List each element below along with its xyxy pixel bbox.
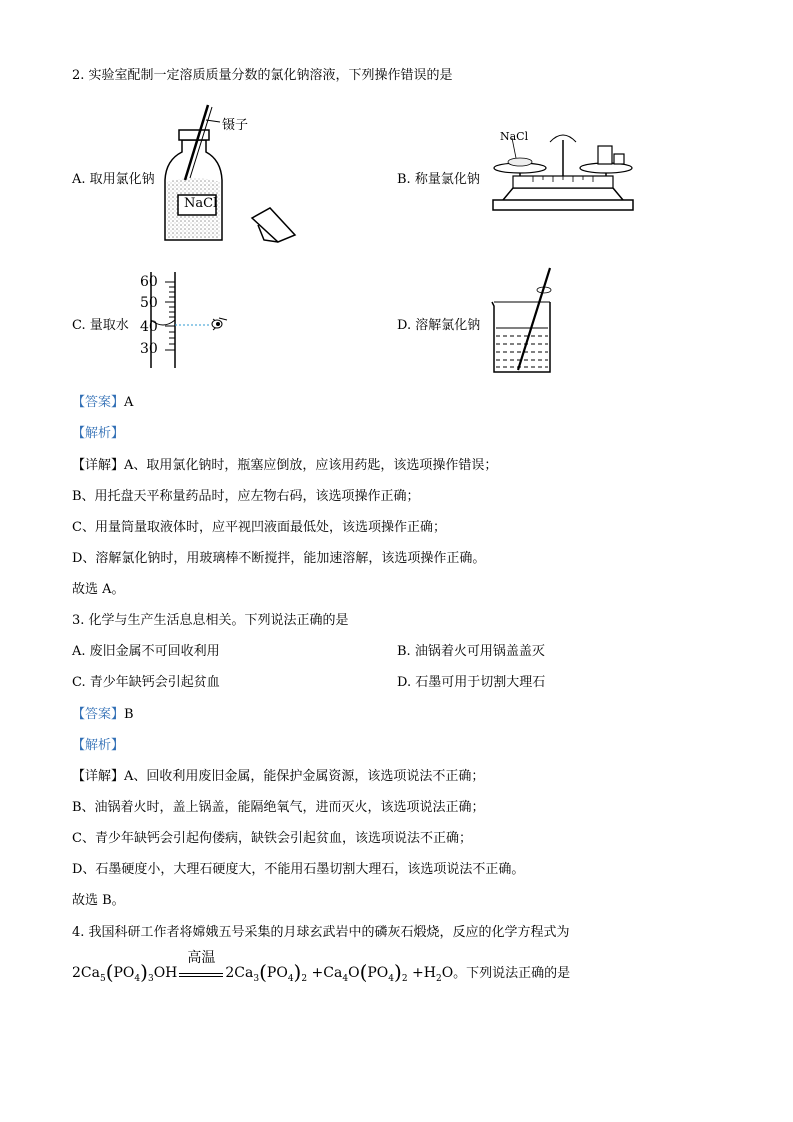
fig-c-tick-60: 60: [140, 274, 158, 290]
q2-option-b: B. 称量氯化钠: [397, 172, 480, 187]
q3-option-d: D. 石墨可用于切割大理石: [397, 675, 546, 690]
q3-conclusion: 故选 B。: [72, 893, 125, 908]
q2-analysis-label: 【解析】: [72, 426, 125, 441]
fig-a-tongs-label: 镊子: [222, 118, 249, 133]
q4-stem: 4. 我国科研工作者将嫦娥五号采集的月球玄武岩中的磷灰石煅烧，反应的化学方程式为: [72, 925, 570, 940]
answer-value: B: [124, 707, 134, 722]
q3-analysis-label: 【解析】: [72, 738, 125, 753]
q2-option-c: C. 量取水: [72, 318, 129, 333]
q3-detail-line: C、青少年缺钙会引起佝偻病，缺铁会引起贫血，该选项说法不正确；: [72, 831, 472, 846]
fig-b-label: NaCl: [500, 130, 529, 143]
q2-detail-line: D、溶解氯化钠时，用玻璃棒不断搅拌，能加速溶解，该选项操作正确。: [72, 551, 486, 566]
q2-detail-line: B、用托盘天平称量药品时，应左物右码，该选项操作正确；: [72, 489, 420, 504]
fig-a-bottle-label: NaCl: [184, 196, 218, 211]
answer-label: 【答案】: [72, 395, 125, 410]
answer-label: 【答案】: [72, 707, 125, 722]
q2-option-a: A. 取用氯化钠: [72, 172, 155, 187]
fig-c-tick-30: 30: [140, 341, 158, 357]
figure-d-beaker: [488, 266, 560, 376]
q3-option-c: C. 青少年缺钙会引起贫血: [72, 675, 220, 690]
q3-answer: [72, 703, 134, 722]
reaction-condition: 高温: [179, 967, 223, 977]
q2-detail-line: C、用量筒量取液体时，应平视凹液面最低处，该选项操作正确；: [72, 520, 446, 535]
fig-c-tick-50: 50: [140, 295, 158, 311]
chemical-equation: $2Ca_5(PO_4)_3OH$ 高温 $2Ca_3(PO_4)_2 +Ca_4O(PO_4)_2 +H_2O$。下列说法正确的是: [72, 950, 571, 984]
q3-detail-line: 【详解】A、回收利用废旧金属，能保护金属资源，该选项说法不正确；: [72, 769, 485, 784]
q3-detail-line: D、石墨硬度小，大理石硬度大，不能用石墨切割大理石，该选项说法不正确。: [72, 862, 525, 877]
answer-value: A: [124, 395, 134, 410]
q2-option-d: D. 溶解氯化钠: [397, 318, 481, 333]
q2-answer: [72, 391, 133, 410]
q3-stem: 3. 化学与生产生活息息相关。下列说法正确的是: [72, 613, 349, 628]
q2-conclusion: 故选 A。: [72, 582, 125, 597]
q4-stem-tail: 。下列说法正确的是: [453, 966, 571, 981]
q3-detail-line: B、油锅着火时，盖上锅盖，能隔绝氧气，进而灭火，该选项说法正确；: [72, 800, 485, 815]
fig-c-tick-40: 40: [140, 319, 158, 335]
q3-option-a: A. 废旧金属不可回收利用: [72, 644, 220, 659]
q2-detail-line: 【详解】A、取用氯化钠时，瓶塞应倒放，应该用药匙，该选项操作错误；: [72, 458, 498, 473]
q2-stem: 2. 实验室配制一定溶质质量分数的氯化钠溶液，下列操作错误的是: [72, 68, 453, 83]
q3-option-b: B. 油锅着火可用锅盖盖灭: [397, 644, 545, 659]
